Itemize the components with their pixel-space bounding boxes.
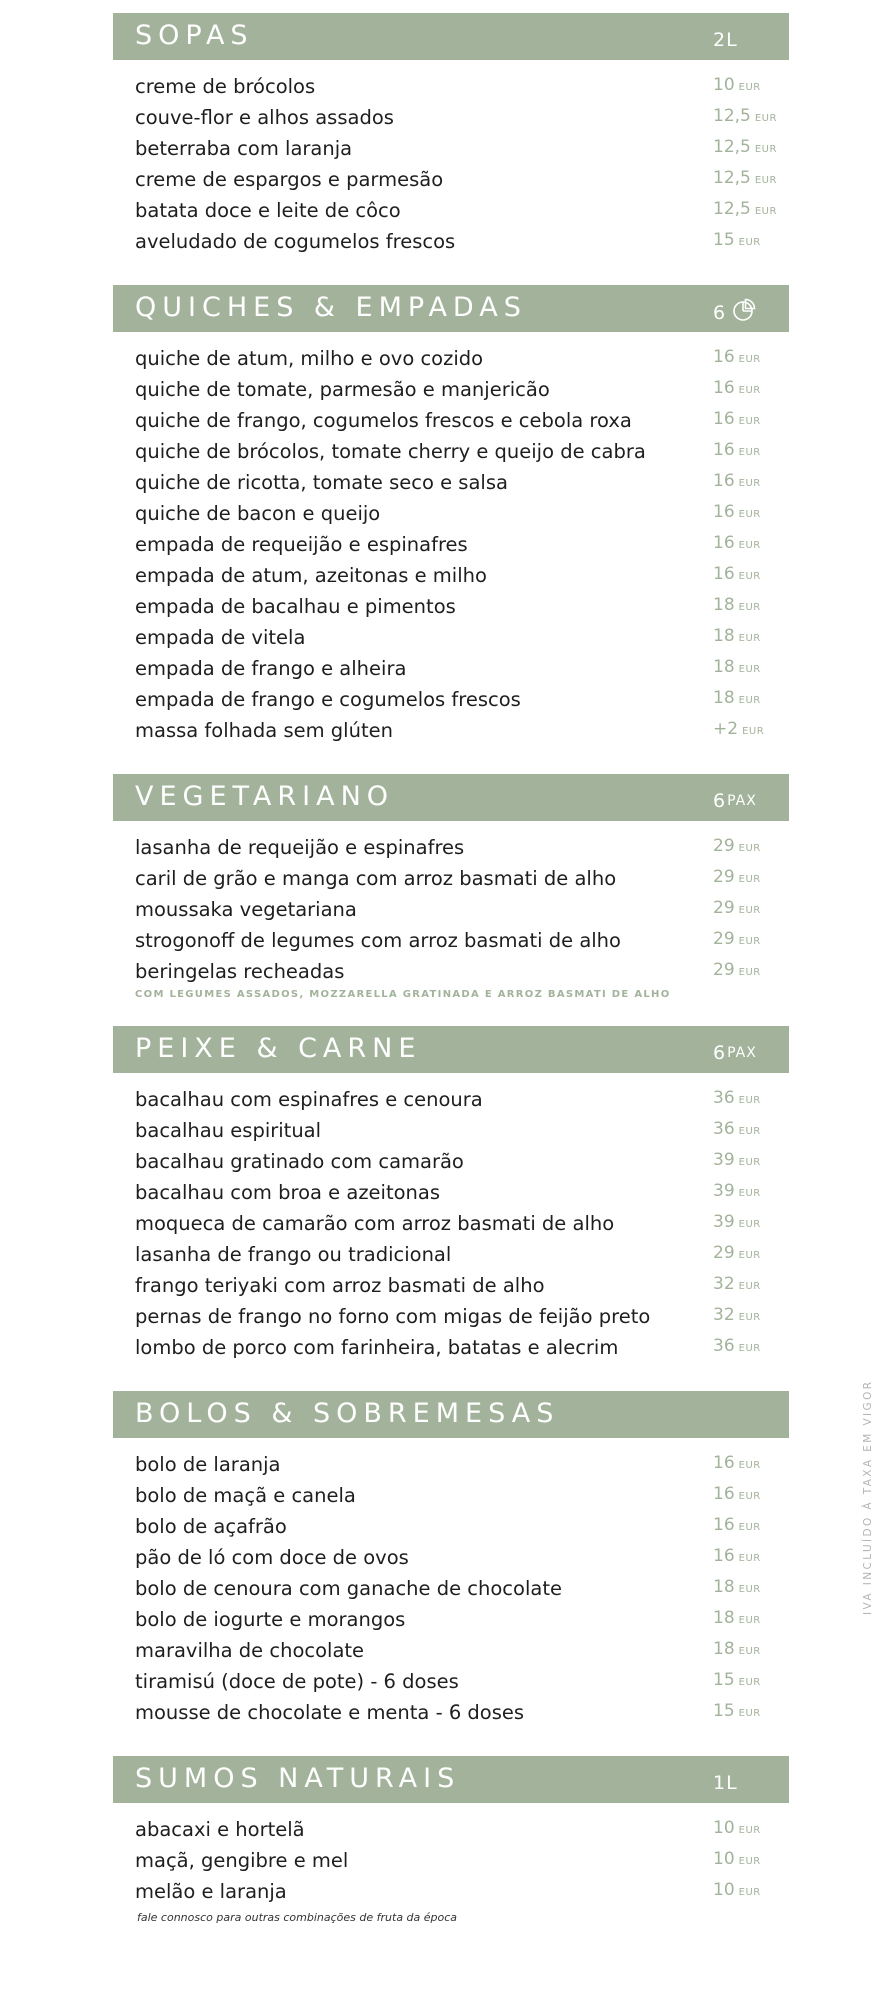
section-quiches-empadas xyxy=(113,285,789,748)
menu-item xyxy=(113,166,789,197)
menu-item xyxy=(113,500,789,531)
section-title: BOLOS & SOBREMESAS xyxy=(135,1398,560,1429)
menu-item xyxy=(113,865,789,896)
item-price: 15 EUR xyxy=(713,230,761,250)
section-vegetariano xyxy=(113,774,789,1000)
menu-item xyxy=(113,624,789,655)
item-price: 16 EUR xyxy=(713,347,761,367)
item-name: lasanha de requeijão e espinafres xyxy=(135,836,465,859)
item-price: 39 EUR xyxy=(713,1181,761,1201)
item-price: 36 EUR xyxy=(713,1119,761,1139)
menu-item xyxy=(113,1148,789,1179)
menu-item xyxy=(113,1606,789,1637)
menu-item xyxy=(113,1668,789,1699)
item-price: 12,5 EUR xyxy=(713,106,777,126)
item-name: pernas de frango no forno com migas de feijão preto xyxy=(135,1305,651,1328)
item-price: 29 EUR xyxy=(713,960,761,980)
menu-item xyxy=(113,958,789,989)
item-price: 36 EUR xyxy=(713,1336,761,1356)
item-name: empada de atum, azeitonas e milho xyxy=(135,564,487,587)
item-price: 39 EUR xyxy=(713,1150,761,1170)
section-title: SUMOS NATURAIS xyxy=(135,1763,461,1794)
item-price: 15 EUR xyxy=(713,1701,761,1721)
menu-item xyxy=(113,1878,789,1909)
menu-item xyxy=(113,1451,789,1482)
menu-item xyxy=(113,197,789,228)
section-unit: 6 PAX xyxy=(713,790,757,812)
menu-item xyxy=(113,1179,789,1210)
menu-item xyxy=(113,896,789,927)
item-price: 29 EUR xyxy=(713,867,761,887)
item-name: bolo de açafrão xyxy=(135,1515,287,1538)
section-sopas xyxy=(113,13,789,259)
footnote: fale connosco para outras combinações de fruta da época xyxy=(137,1911,458,1924)
item-name: empada de frango e cogumelos frescos xyxy=(135,688,521,711)
item-name: lombo de porco com farinheira, batatas e alecrim xyxy=(135,1336,619,1359)
item-name: bolo de cenoura com ganache de chocolate xyxy=(135,1577,562,1600)
section-unit: 1L xyxy=(713,1772,738,1794)
item-price: 29 EUR xyxy=(713,898,761,918)
item-name: bolo de laranja xyxy=(135,1453,281,1476)
menu-item xyxy=(113,438,789,469)
section-sumos-naturais xyxy=(113,1756,789,1924)
section-header xyxy=(113,1026,789,1073)
menu-item xyxy=(113,1699,789,1730)
section-header xyxy=(113,1391,789,1438)
section-header xyxy=(113,285,789,332)
item-price: 32 EUR xyxy=(713,1274,761,1294)
item-name: quiche de frango, cogumelos frescos e cebola roxa xyxy=(135,409,632,432)
item-name: empada de bacalhau e pimentos xyxy=(135,595,456,618)
item-price: 10 EUR xyxy=(713,1849,761,1869)
item-price: 18 EUR xyxy=(713,1639,761,1659)
item-name: creme de espargos e parmesão xyxy=(135,168,444,191)
item-name: bacalhau com espinafres e cenoura xyxy=(135,1088,483,1111)
menu-item xyxy=(113,1241,789,1272)
menu-item xyxy=(113,1086,789,1117)
item-name: bacalhau com broa e azeitonas xyxy=(135,1181,441,1204)
pie-slice-icon xyxy=(732,298,756,322)
menu-item xyxy=(113,1210,789,1241)
section-title: SOPAS xyxy=(135,20,254,51)
menu-item xyxy=(113,686,789,717)
vat-note: IVA INCLUÍDO À TAXA EM VIGOR xyxy=(862,1379,874,1615)
item-name: bolo de iogurte e morangos xyxy=(135,1608,406,1631)
section-title: PEIXE & CARNE xyxy=(135,1033,422,1064)
menu-item xyxy=(113,1847,789,1878)
item-name: moqueca de camarão com arroz basmati de alho xyxy=(135,1212,615,1235)
item-price: 18 EUR xyxy=(713,595,761,615)
item-name: melão e laranja xyxy=(135,1880,287,1903)
item-name: empada de vitela xyxy=(135,626,306,649)
menu-item xyxy=(113,1816,789,1847)
item-name: quiche de atum, milho e ovo cozido xyxy=(135,347,484,370)
item-price: 29 EUR xyxy=(713,929,761,949)
item-name: batata doce e leite de côco xyxy=(135,199,401,222)
item-name: caril de grão e manga com arroz basmati de alho xyxy=(135,867,617,890)
item-name: abacaxi e hortelã xyxy=(135,1818,305,1841)
menu-item xyxy=(113,1637,789,1668)
item-name: mousse de chocolate e menta - 6 doses xyxy=(135,1701,525,1724)
menu-item xyxy=(113,655,789,686)
item-price: 12,5 EUR xyxy=(713,168,777,188)
item-price: 16 EUR xyxy=(713,564,761,584)
item-name: creme de brócolos xyxy=(135,75,316,98)
item-price: 18 EUR xyxy=(713,626,761,646)
menu-item xyxy=(113,1272,789,1303)
item-price: 29 EUR xyxy=(713,836,761,856)
item-price: 12,5 EUR xyxy=(713,137,777,157)
item-price: 18 EUR xyxy=(713,657,761,677)
item-name: quiche de brócolos, tomate cherry e queijo de cabra xyxy=(135,440,646,463)
item-name: maravilha de chocolate xyxy=(135,1639,365,1662)
item-name: moussaka vegetariana xyxy=(135,898,357,921)
item-name: aveludado de cogumelos frescos xyxy=(135,230,456,253)
item-price: 18 EUR xyxy=(713,1608,761,1628)
section-title: VEGETARIANO xyxy=(135,781,395,812)
item-price: 12,5 EUR xyxy=(713,199,777,219)
item-price: 16 EUR xyxy=(713,1515,761,1535)
item-name: quiche de tomate, parmesão e manjericão xyxy=(135,378,550,401)
menu-item xyxy=(113,104,789,135)
menu-item xyxy=(113,73,789,104)
item-name: beringelas recheadas xyxy=(135,960,345,983)
item-price: 18 EUR xyxy=(713,1577,761,1597)
item-name: maçã, gengibre e mel xyxy=(135,1849,349,1872)
item-price: 29 EUR xyxy=(713,1243,761,1263)
menu-item xyxy=(113,1117,789,1148)
item-price: +2 EUR xyxy=(713,719,765,739)
item-name: beterraba com laranja xyxy=(135,137,353,160)
menu-item xyxy=(113,717,789,748)
menu-item xyxy=(113,1575,789,1606)
item-price: 16 EUR xyxy=(713,440,761,460)
item-name: pão de ló com doce de ovos xyxy=(135,1546,409,1569)
item-price: 32 EUR xyxy=(713,1305,761,1325)
item-name: massa folhada sem glúten xyxy=(135,719,393,742)
item-price: 18 EUR xyxy=(713,688,761,708)
item-price: 16 EUR xyxy=(713,502,761,522)
item-price: 16 EUR xyxy=(713,533,761,553)
item-price: 39 EUR xyxy=(713,1212,761,1232)
item-price: 16 EUR xyxy=(713,378,761,398)
item-name: quiche de ricotta, tomate seco e salsa xyxy=(135,471,508,494)
section-header xyxy=(113,774,789,821)
section-unit: 2L xyxy=(713,29,738,51)
menu-item xyxy=(113,228,789,259)
menu-item xyxy=(113,345,789,376)
menu-item xyxy=(113,1303,789,1334)
item-price: 16 EUR xyxy=(713,409,761,429)
section-unit: 6 PAX xyxy=(713,1042,757,1064)
item-name: empada de requeijão e espinafres xyxy=(135,533,468,556)
item-price: 16 EUR xyxy=(713,1453,761,1473)
item-name: bolo de maçã e canela xyxy=(135,1484,356,1507)
section-header xyxy=(113,13,789,60)
menu-item xyxy=(113,376,789,407)
item-price: 10 EUR xyxy=(713,1880,761,1900)
item-price: 36 EUR xyxy=(713,1088,761,1108)
section-unit: 6 xyxy=(713,301,756,325)
section-bolos-sobremesas xyxy=(113,1391,789,1730)
menu-item xyxy=(113,593,789,624)
menu-item xyxy=(113,1544,789,1575)
menu-item xyxy=(113,1334,789,1365)
item-name: lasanha de frango ou tradicional xyxy=(135,1243,452,1266)
item-price: 10 EUR xyxy=(713,1818,761,1838)
item-name: quiche de bacon e queijo xyxy=(135,502,381,525)
item-name: bacalhau gratinado com camarão xyxy=(135,1150,464,1173)
item-name: bacalhau espiritual xyxy=(135,1119,322,1142)
item-name: empada de frango e alheira xyxy=(135,657,407,680)
menu-item xyxy=(113,562,789,593)
menu-item xyxy=(113,469,789,500)
menu-item xyxy=(113,1482,789,1513)
item-name: couve-flor e alhos assados xyxy=(135,106,394,129)
menu-item xyxy=(113,834,789,865)
section-header xyxy=(113,1756,789,1803)
item-name: frango teriyaki com arroz basmati de alho xyxy=(135,1274,545,1297)
menu-item xyxy=(113,531,789,562)
item-price: 16 EUR xyxy=(713,1484,761,1504)
menu-item xyxy=(113,1513,789,1544)
menu-item xyxy=(113,407,789,438)
menu-item xyxy=(113,927,789,958)
item-note: COM LEGUMES ASSADOS, MOZZARELLA GRATINADA E ARROZ BASMATI DE ALHO xyxy=(135,989,671,1000)
section-title: QUICHES & EMPADAS xyxy=(135,292,527,323)
item-price: 10 EUR xyxy=(713,75,761,95)
item-price: 15 EUR xyxy=(713,1670,761,1690)
item-price: 16 EUR xyxy=(713,1546,761,1566)
section-peixe-carne xyxy=(113,1026,789,1365)
item-price: 16 EUR xyxy=(713,471,761,491)
menu xyxy=(113,13,789,1950)
menu-item xyxy=(113,135,789,166)
item-name: tiramisú (doce de pote) - 6 doses xyxy=(135,1670,459,1693)
item-name: strogonoff de legumes com arroz basmati de alho xyxy=(135,929,621,952)
